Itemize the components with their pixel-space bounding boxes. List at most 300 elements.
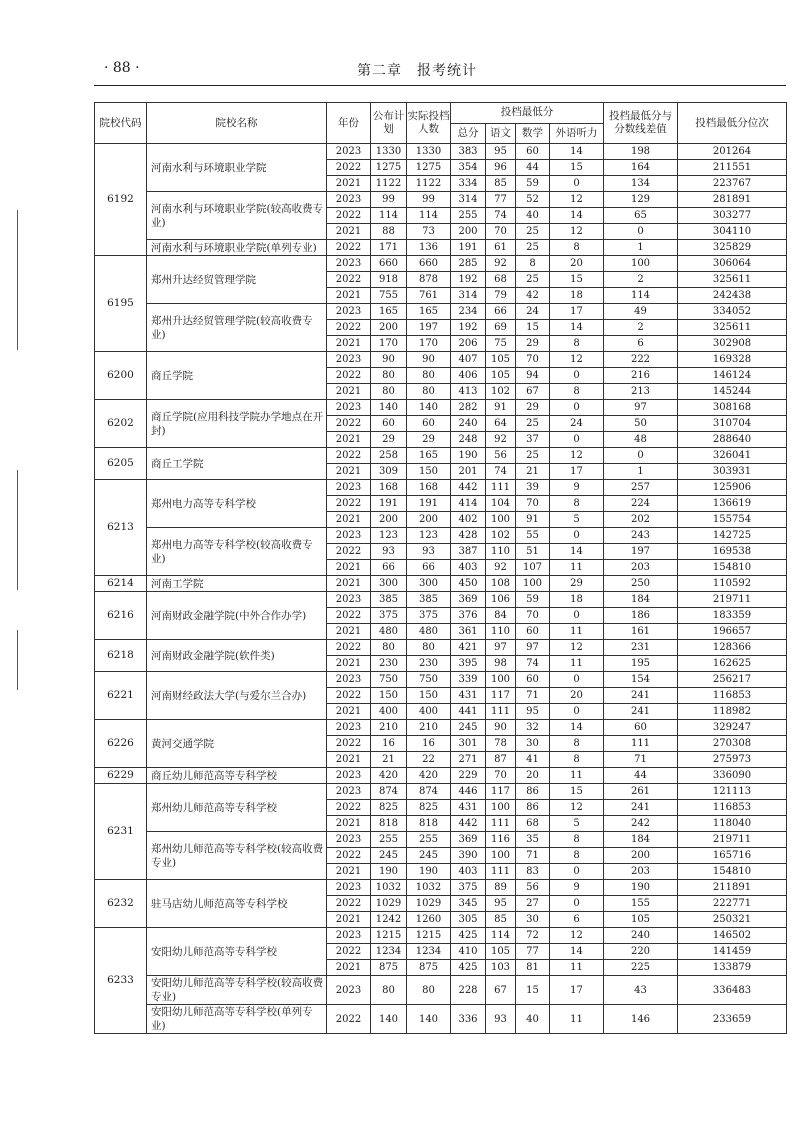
chapter-title: 第二章 报考统计 [357,63,477,79]
plan-cell: 88 [371,224,407,240]
math-cell: 24 [516,304,550,320]
table-row [95,880,787,896]
table-row [95,784,787,800]
diff-cell: 50 [604,416,678,432]
rank-cell: 302908 [678,336,787,352]
table-row [95,480,787,496]
diff-cell: 222 [604,352,678,368]
foreign-cell: 5 [550,816,604,832]
plan-cell: 258 [371,448,407,464]
year-cell: 2021 [327,512,371,528]
actual-cell: 1275 [407,160,451,176]
chinese-cell: 95 [486,144,516,160]
foreign-cell: 8 [550,336,604,352]
foreign-cell: 15 [550,160,604,176]
actual-cell: 80 [407,976,451,1005]
rank-cell: 336483 [678,976,787,1005]
actual-cell: 140 [407,1005,451,1034]
program-name: 商丘幼儿师范高等专科学校 [147,768,327,784]
diff-cell: 161 [604,624,678,640]
diff-cell: 241 [604,688,678,704]
total-cell: 192 [451,272,486,288]
math-cell: 91 [516,512,550,528]
diff-cell: 225 [604,960,678,976]
total-cell: 369 [451,832,486,848]
table-row [95,352,787,368]
rank-cell: 118982 [678,704,787,720]
year-cell: 2023 [327,192,371,208]
year-cell: 2023 [327,672,371,688]
rank-cell: 125906 [678,480,787,496]
year-cell: 2021 [327,176,371,192]
program-name: 商丘学院(应用科技学院办学地点在开封) [147,400,327,448]
rank-cell: 326041 [678,448,787,464]
year-cell: 2023 [327,480,371,496]
plan-cell: 165 [371,304,407,320]
chinese-cell: 100 [486,800,516,816]
chinese-cell: 100 [486,848,516,864]
actual-cell: 165 [407,304,451,320]
foreign-cell: 8 [550,736,604,752]
actual-cell: 818 [407,816,451,832]
total-cell: 402 [451,512,486,528]
plan-cell: 480 [371,624,407,640]
total-cell: 395 [451,656,486,672]
diff-cell: 2 [604,320,678,336]
math-cell: 40 [516,1005,550,1034]
program-name: 安阳幼儿师范高等专科学校(较高收费专业) [147,976,327,1005]
rank-cell: 303277 [678,208,787,224]
plan-cell: 60 [371,416,407,432]
actual-cell: 93 [407,544,451,560]
chinese-cell: 105 [486,944,516,960]
col-plan-header: 公布计划 [371,103,407,144]
rank-cell: 141459 [678,944,787,960]
rank-cell: 288640 [678,432,787,448]
col-year-header: 年份 [327,103,371,144]
math-cell: 60 [516,624,550,640]
actual-cell: 1234 [407,944,451,960]
rank-cell: 136619 [678,496,787,512]
school-code: 6218 [95,640,147,672]
year-cell: 2022 [327,688,371,704]
math-cell: 74 [516,656,550,672]
foreign-cell: 14 [550,720,604,736]
table-row [95,672,787,688]
actual-cell: 480 [407,624,451,640]
school-code: 6213 [95,480,147,576]
actual-cell: 140 [407,400,451,416]
table-row [95,1005,787,1034]
year-cell: 2023 [327,592,371,608]
year-cell: 2021 [327,576,371,592]
plan-cell: 1032 [371,880,407,896]
plan-cell: 123 [371,528,407,544]
diff-cell: 146 [604,1005,678,1034]
chinese-cell: 93 [486,1005,516,1034]
math-cell: 41 [516,752,550,768]
actual-cell: 245 [407,848,451,864]
program-name: 商丘学院 [147,352,327,400]
plan-cell: 1029 [371,896,407,912]
plan-cell: 1215 [371,928,407,944]
math-cell: 21 [516,464,550,480]
chinese-cell: 110 [486,624,516,640]
year-cell: 2022 [327,800,371,816]
diff-cell: 49 [604,304,678,320]
total-cell: 282 [451,400,486,416]
math-cell: 60 [516,672,550,688]
plan-cell: 255 [371,832,407,848]
diff-cell: 71 [604,752,678,768]
chinese-cell: 102 [486,384,516,400]
foreign-cell: 11 [550,560,604,576]
school-code: 6233 [95,928,147,1034]
math-cell: 15 [516,976,550,1005]
total-cell: 403 [451,864,486,880]
actual-cell: 300 [407,576,451,592]
total-cell: 442 [451,816,486,832]
chinese-cell: 105 [486,352,516,368]
col-diff-header: 投档最低分与分数线差值 [604,103,678,144]
year-cell: 2021 [327,816,371,832]
foreign-cell: 18 [550,288,604,304]
math-cell: 15 [516,320,550,336]
diff-cell: 231 [604,640,678,656]
total-cell: 245 [451,720,486,736]
rank-cell: 325829 [678,240,787,256]
diff-cell: 190 [604,880,678,896]
rank-cell: 281891 [678,192,787,208]
plan-cell: 16 [371,736,407,752]
math-cell: 27 [516,896,550,912]
page-number: · 88 · [104,60,140,76]
rank-cell: 211551 [678,160,787,176]
plan-cell: 21 [371,752,407,768]
year-cell: 2022 [327,736,371,752]
plan-cell: 114 [371,208,407,224]
actual-cell: 80 [407,640,451,656]
school-code: 6195 [95,256,147,352]
chinese-cell: 67 [486,976,516,1005]
actual-cell: 200 [407,512,451,528]
actual-cell: 1032 [407,880,451,896]
chinese-cell: 103 [486,960,516,976]
total-cell: 410 [451,944,486,960]
total-cell: 383 [451,144,486,160]
chinese-cell: 70 [486,224,516,240]
rank-cell: 169328 [678,352,787,368]
chinese-cell: 100 [486,672,516,688]
math-cell: 95 [516,704,550,720]
math-cell: 55 [516,528,550,544]
diff-cell: 195 [604,656,678,672]
foreign-cell: 5 [550,512,604,528]
col-min-score-group-header: 投档最低分 [451,103,604,124]
diff-cell: 240 [604,928,678,944]
diff-cell: 1 [604,464,678,480]
math-cell: 70 [516,352,550,368]
table-row [95,240,787,256]
total-cell: 403 [451,560,486,576]
plan-cell: 93 [371,544,407,560]
foreign-cell: 14 [550,320,604,336]
rank-cell: 116853 [678,688,787,704]
actual-cell: 400 [407,704,451,720]
actual-cell: 255 [407,832,451,848]
foreign-cell: 0 [550,432,604,448]
total-cell: 314 [451,192,486,208]
col-total-header: 总分 [451,123,486,144]
plan-cell: 140 [371,1005,407,1034]
year-cell: 2022 [327,160,371,176]
total-cell: 248 [451,432,486,448]
math-cell: 70 [516,496,550,512]
rank-cell: 304110 [678,224,787,240]
diff-cell: 250 [604,576,678,592]
foreign-cell: 8 [550,752,604,768]
year-cell: 2021 [327,912,371,928]
total-cell: 387 [451,544,486,560]
math-cell: 81 [516,960,550,976]
foreign-cell: 9 [550,480,604,496]
foreign-cell: 0 [550,368,604,384]
chinese-cell: 108 [486,576,516,592]
diff-cell: 186 [604,608,678,624]
foreign-cell: 0 [550,864,604,880]
year-cell: 2023 [327,528,371,544]
math-cell: 83 [516,864,550,880]
foreign-cell: 8 [550,848,604,864]
math-cell: 68 [516,816,550,832]
plan-cell: 66 [371,560,407,576]
diff-cell: 1 [604,240,678,256]
math-cell: 100 [516,576,550,592]
math-cell: 59 [516,176,550,192]
program-name: 安阳幼儿师范高等专科学校 [147,928,327,976]
plan-cell: 171 [371,240,407,256]
program-name: 安阳幼儿师范高等专科学校(单列专业) [147,1005,327,1034]
year-cell: 2023 [327,720,371,736]
year-cell: 2023 [327,832,371,848]
math-cell: 29 [516,400,550,416]
rank-cell: 162625 [678,656,787,672]
foreign-cell: 11 [550,1005,604,1034]
rank-cell: 329247 [678,720,787,736]
col-math-header: 数学 [516,123,550,144]
chinese-cell: 75 [486,336,516,352]
total-cell: 234 [451,304,486,320]
diff-cell: 198 [604,144,678,160]
total-cell: 255 [451,208,486,224]
total-cell: 190 [451,448,486,464]
plan-cell: 200 [371,320,407,336]
chinese-cell: 85 [486,912,516,928]
total-cell: 450 [451,576,486,592]
table-row [95,640,787,656]
actual-cell: 197 [407,320,451,336]
math-cell: 71 [516,688,550,704]
school-code: 6205 [95,448,147,480]
math-cell: 94 [516,368,550,384]
actual-cell: 66 [407,560,451,576]
total-cell: 192 [451,320,486,336]
table-row [95,256,787,272]
actual-cell: 73 [407,224,451,240]
plan-cell: 150 [371,688,407,704]
rank-cell: 325611 [678,272,787,288]
rank-cell: 154810 [678,560,787,576]
total-cell: 428 [451,528,486,544]
diff-cell: 241 [604,800,678,816]
page-header [0,54,800,78]
year-cell: 2022 [327,240,371,256]
rank-cell: 121113 [678,784,787,800]
plan-cell: 818 [371,816,407,832]
plan-cell: 230 [371,656,407,672]
plan-cell: 874 [371,784,407,800]
rank-cell: 155754 [678,512,787,528]
actual-cell: 1215 [407,928,451,944]
year-cell: 2021 [327,624,371,640]
year-cell: 2021 [327,704,371,720]
rank-cell: 110592 [678,576,787,592]
plan-cell: 400 [371,704,407,720]
plan-cell: 29 [371,432,407,448]
plan-cell: 755 [371,288,407,304]
table-row [95,304,787,320]
year-cell: 2023 [327,256,371,272]
foreign-cell: 12 [550,192,604,208]
math-cell: 52 [516,192,550,208]
foreign-cell: 14 [550,944,604,960]
school-code: 6216 [95,592,147,640]
program-name: 郑州电力高等专科学校(较高收费专业) [147,528,327,576]
rank-cell: 219711 [678,832,787,848]
chinese-cell: 64 [486,416,516,432]
actual-cell: 1330 [407,144,451,160]
total-cell: 229 [451,768,486,784]
total-cell: 206 [451,336,486,352]
plan-cell: 1234 [371,944,407,960]
foreign-cell: 12 [550,448,604,464]
diff-cell: 203 [604,560,678,576]
rank-cell: 325611 [678,320,787,336]
plan-cell: 200 [371,512,407,528]
year-cell: 2023 [327,784,371,800]
rank-cell: 219711 [678,592,787,608]
actual-cell: 761 [407,288,451,304]
rank-cell: 183359 [678,608,787,624]
chinese-cell: 89 [486,880,516,896]
rank-cell: 275973 [678,752,787,768]
program-name: 郑州升达经贸管理学院 [147,256,327,304]
plan-cell: 191 [371,496,407,512]
school-code: 6221 [95,672,147,720]
school-code: 6229 [95,768,147,784]
school-code: 6232 [95,880,147,928]
school-code: 6192 [95,144,147,256]
year-cell: 2021 [327,752,371,768]
math-cell: 32 [516,720,550,736]
total-cell: 375 [451,880,486,896]
math-cell: 25 [516,272,550,288]
rank-cell: 270308 [678,736,787,752]
header-row-1 [95,103,787,124]
diff-cell: 216 [604,368,678,384]
foreign-cell: 11 [550,656,604,672]
rank-cell: 128366 [678,640,787,656]
actual-cell: 80 [407,368,451,384]
foreign-cell: 0 [550,896,604,912]
foreign-cell: 14 [550,544,604,560]
math-cell: 56 [516,880,550,896]
total-cell: 301 [451,736,486,752]
total-cell: 305 [451,912,486,928]
rank-cell: 145244 [678,384,787,400]
plan-cell: 245 [371,848,407,864]
foreign-cell: 8 [550,496,604,512]
diff-cell: 184 [604,592,678,608]
school-code: 6231 [95,784,147,880]
program-name: 河南工学院 [147,576,327,592]
plan-cell: 1330 [371,144,407,160]
plan-cell: 309 [371,464,407,480]
total-cell: 431 [451,688,486,704]
plan-cell: 190 [371,864,407,880]
year-cell: 2023 [327,400,371,416]
chinese-cell: 100 [486,512,516,528]
foreign-cell: 18 [550,592,604,608]
chinese-cell: 68 [486,272,516,288]
year-cell: 2022 [327,272,371,288]
col-rank-header: 投档最低分位次 [678,103,787,144]
rank-cell: 201264 [678,144,787,160]
total-cell: 201 [451,464,486,480]
chinese-cell: 74 [486,208,516,224]
plan-cell: 385 [371,592,407,608]
year-cell: 2022 [327,608,371,624]
total-cell: 228 [451,976,486,1005]
math-cell: 20 [516,768,550,784]
total-cell: 425 [451,928,486,944]
foreign-cell: 0 [550,608,604,624]
year-cell: 2022 [327,896,371,912]
actual-cell: 29 [407,432,451,448]
plan-cell: 660 [371,256,407,272]
year-cell: 2022 [327,544,371,560]
chinese-cell: 95 [486,896,516,912]
program-name: 河南财经政法大学(与爱尔兰合办) [147,672,327,720]
total-cell: 446 [451,784,486,800]
foreign-cell: 17 [550,976,604,1005]
diff-cell: 48 [604,432,678,448]
chinese-cell: 111 [486,480,516,496]
math-cell: 107 [516,560,550,576]
actual-cell: 878 [407,272,451,288]
table-body [95,144,787,1034]
actual-cell: 165 [407,448,451,464]
actual-cell: 150 [407,464,451,480]
total-cell: 407 [451,352,486,368]
diff-cell: 220 [604,944,678,960]
total-cell: 200 [451,224,486,240]
program-name: 河南财政金融学院(中外合作办学) [147,592,327,640]
foreign-cell: 9 [550,880,604,896]
chinese-cell: 87 [486,752,516,768]
total-cell: 442 [451,480,486,496]
school-code: 6200 [95,352,147,400]
